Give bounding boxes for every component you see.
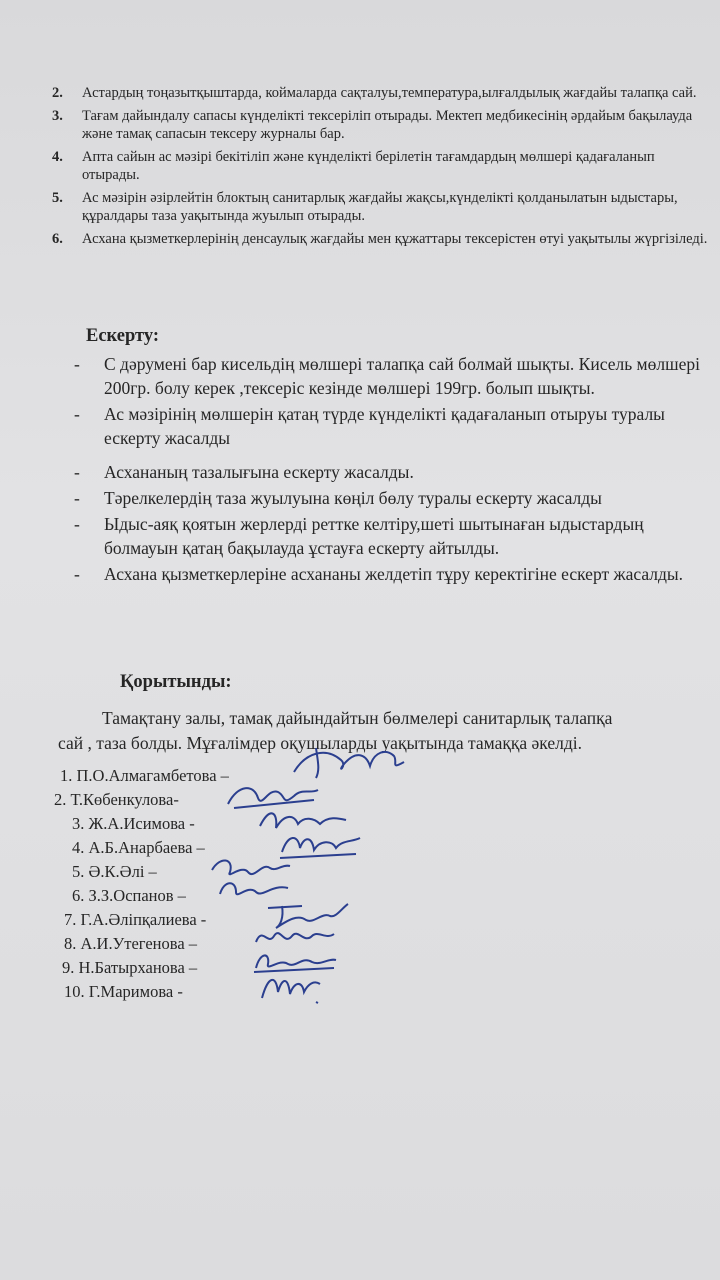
dash-bullet: -: [74, 404, 80, 424]
signatory-row: [54, 980, 384, 1004]
dash-bullet: -: [74, 462, 80, 482]
list-item: [52, 148, 712, 184]
list-item: [52, 84, 712, 102]
conclusion-title: Қорытынды:: [120, 672, 232, 692]
numbered-list: [52, 84, 712, 253]
signatory-row: [54, 956, 384, 980]
conclusion-line: Тамақтану залы, тамақ дайындайтын бөлмелері санитарлық талапқа: [102, 708, 613, 728]
signatory-name: 10. Г.Маримова -: [64, 982, 183, 1001]
item-text: Апта сайын ас мәзірі бекітіліп және күнделікті берілетін тағамдардың мөлшері қадағаланып отырады.: [82, 149, 655, 183]
remark-text: Ыдыс-аяқ қоятын жерлерді реттке келтіру,шеті шытынаған ыдыстардың болмауын қатаң бақылауда ұстауға ескерту айтылды.: [104, 514, 644, 558]
list-item: [52, 230, 712, 248]
item-number: 6.: [52, 231, 63, 247]
remark-text: Ас мәзірінің мөлшерін қатаң түрде күнделікті қадағаланып отыруы туралы ескерту жасалды: [104, 404, 665, 448]
signatory-name: 7. Г.А.Әліпқалиева -: [64, 910, 207, 929]
item-text: Тағам дайындалу сапасы күнделікті тексеріліп отырады. Мектеп медбикесінің әрдайым бақылауда және тамақ сапасын тексеру журналы бар.: [82, 108, 693, 142]
dash-bullet: -: [74, 354, 80, 374]
remark-item: [74, 512, 720, 560]
list-item: [52, 107, 712, 143]
conclusion-line: сай , таза болды. Мұғалімдер оқушыларды уақытында тамаққа әкелді.: [58, 733, 582, 753]
item-text: Асхана қызметкерлерінің денсаулық жағдайы мен құжаттары тексерістен өтуі уақытылы жүргізіледі.: [82, 231, 708, 247]
list-item: [52, 189, 712, 225]
remarks-list: [74, 352, 720, 588]
handwritten-signature: [286, 742, 416, 782]
remark-text: Асхананың тазалығына ескерту жасалды.: [104, 462, 414, 482]
remark-text: Асхана қызметкерлеріне асхананы желдетіп тұру керектігіне ескерт жасалды.: [104, 564, 684, 584]
item-number: 5.: [52, 190, 63, 206]
item-number: 4.: [52, 149, 63, 165]
remark-item: [74, 402, 720, 450]
remark-item: [74, 486, 720, 510]
dash-bullet: -: [74, 488, 80, 508]
signatory-name: 4. А.Б.Анарбаева –: [72, 838, 205, 857]
signatory-name: 8. А.И.Утегенова –: [64, 934, 198, 953]
signatory-name: 3. Ж.А.Исимова -: [72, 814, 195, 833]
eskertu-title: Ескерту:: [86, 326, 160, 346]
dash-bullet: -: [74, 564, 80, 584]
item-text: Астардың тоңазытқыштарда, коймаларда сақталуы,температура,ылғалдылық жағдайы талапқа сай.: [82, 85, 697, 101]
signatory-name: 9. Н.Батырханова –: [62, 958, 198, 977]
signatory-name: 5. Ә.К.Әлі –: [72, 862, 157, 881]
remark-text: Тәрелкелердің таза жуылуына көңіл бөлу туралы ескерту жасалды: [104, 488, 602, 508]
dash-bullet: -: [74, 514, 80, 534]
remark-item: [74, 460, 720, 484]
signatories-list: [54, 764, 384, 1004]
remark-text: С дәрумені бар кисельдің мөлшері талапқа сай болмай шықты. Кисель мөлшері 200гр. болу керек ,тексеріс кезінде мөлшері 199гр. болып шықты.: [104, 354, 700, 398]
signatory-row: [54, 764, 384, 788]
signatory-name: 2. Т.Көбенкулова-: [54, 790, 179, 809]
signatory-name: 1. П.О.Алмагамбетова –: [60, 766, 229, 785]
signatory-name: 6. З.З.Оспанов –: [72, 886, 186, 905]
handwritten-signature: [254, 966, 334, 1006]
item-number: 3.: [52, 108, 63, 124]
remark-item: [74, 562, 720, 586]
item-text: Ас мәзірін әзірлейтін блоктың санитарлық жағдайы жақсы,күнделікті қолданылатын ыдыстары, құралдары таза уақытында жуылып отырады.: [82, 190, 678, 224]
item-number: 2.: [52, 85, 63, 101]
remark-item: [74, 352, 720, 400]
